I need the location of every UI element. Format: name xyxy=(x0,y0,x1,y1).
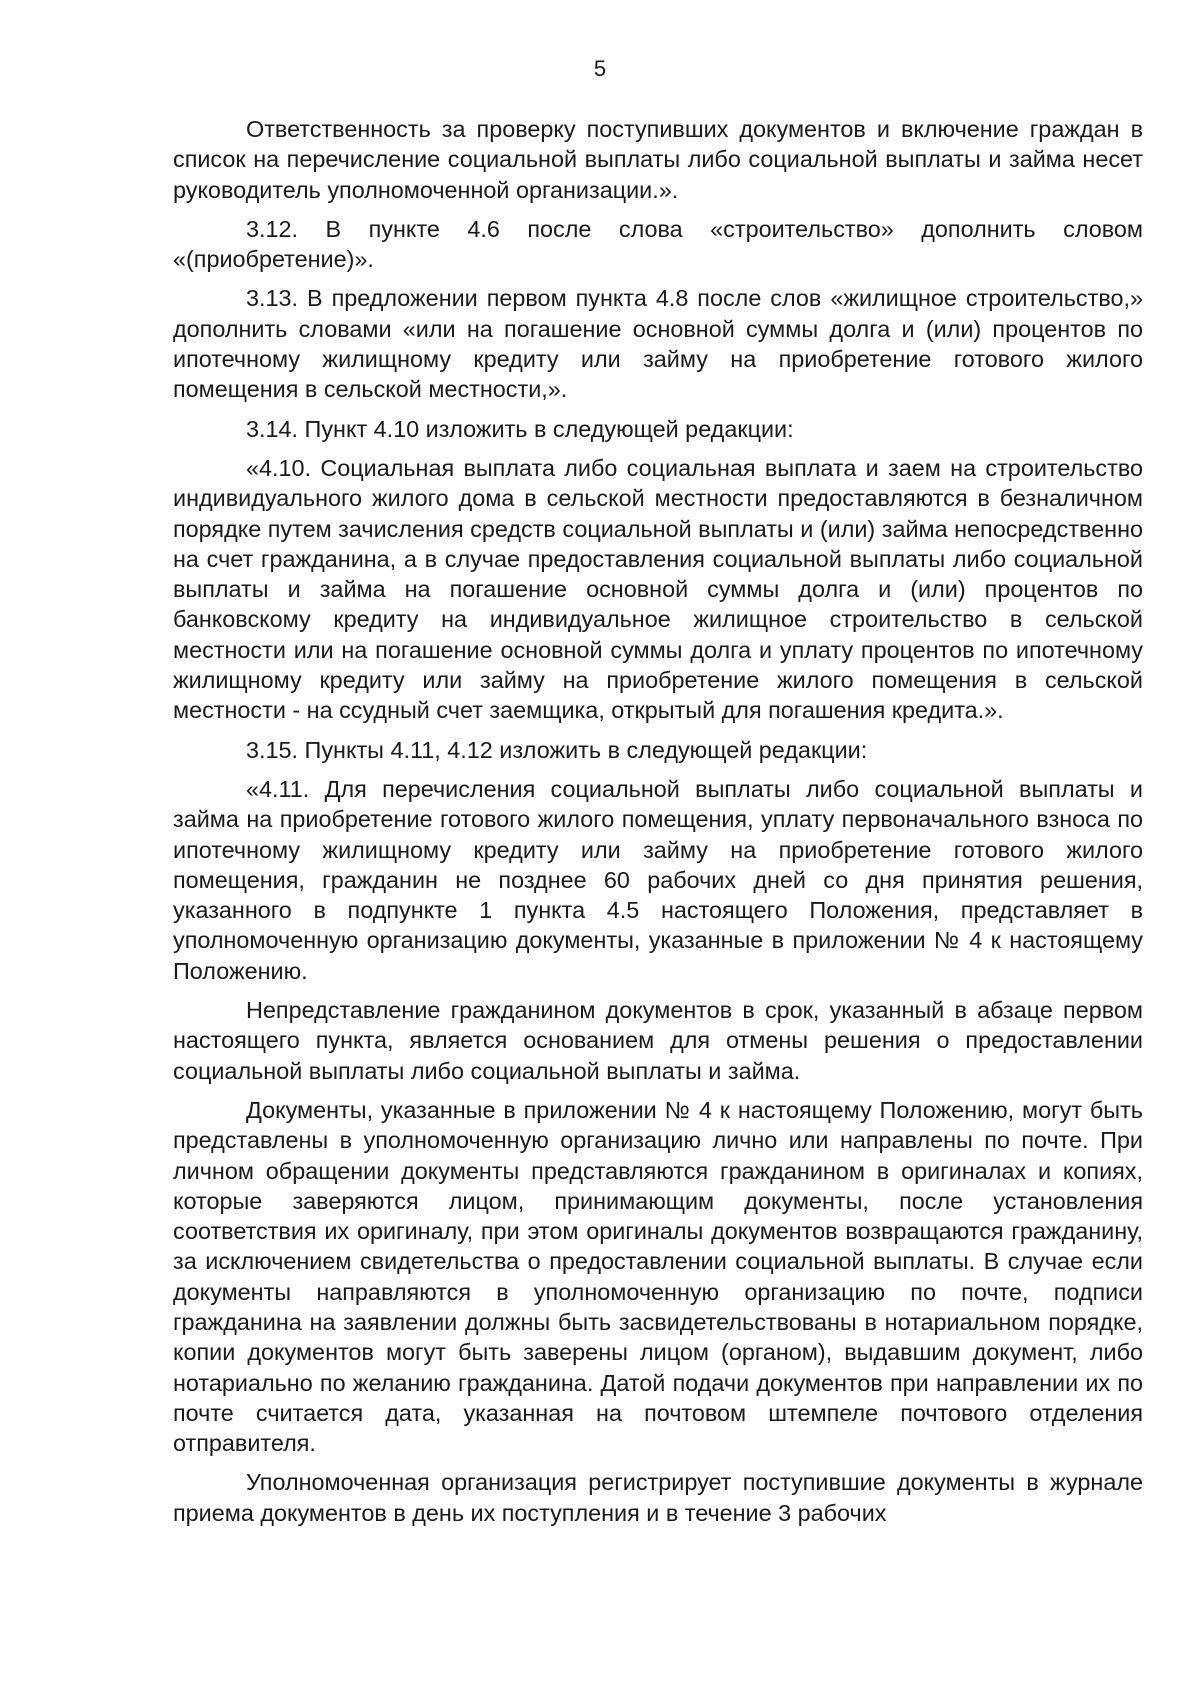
paragraph-4-11: «4.11. Для перечисления социальной выплаты либо социальной выплаты и займа на приобретение готового жилого помещения, уплату первоначального взноса по ипотечному жилищному кредиту или займу на приобретение готового жилого помещения, гражданин не позднее 60 рабочих дней со дня принятия решения, указанного в подпункте 1 пункта 4.5 настоящего Положения, представляет в уполномоченную организацию документы, указанные в приложении № 4 к настоящему Положению. xyxy=(173,775,1143,984)
document-body xyxy=(173,114,1143,1537)
paragraph-3-13: 3.13. В предложении первом пункта 4.8 после слов «жилищное строительство,» дополнить словами «или на погашение основной суммы долга и (или) процентов по ипотечному жилищному кредиту или займу на приобретение готового жилого помещения в сельской местности,». xyxy=(173,285,1143,403)
paragraph-registration: Уполномоченная организация регистрирует поступившие документы в журнале приема документов в день их поступления и в течение 3 рабочих xyxy=(173,1469,1143,1526)
paragraph-documents-submission: Документы, указанные в приложении № 4 к настоящему Положению, могут быть представлены в уполномоченную организацию лично или направлены по почте. При личном обращении документы представляются гражданином в оригиналах и копиях, которые заверяются лицом, принимающим документы, после установления соответствия их оригиналу, при этом оригиналы документов возвращаются гражданину, за исключением свидетельства о предоставлении социальной выплаты. В случае если документы направляются в уполномоченную организацию по почте, подписи гражданина на заявлении должны быть засвидетельствованы в нотариальном порядке, копии документов могут быть заверены лицом (органом), выдавшим документ, либо нотариально по желанию гражданина. Датой подачи документов при направлении их по почте считается дата, указанная на почтовом штемпеле почтового отделения отправителя. xyxy=(173,1096,1143,1457)
paragraph-3-12: 3.12. В пункте 4.6 после слова «строительство» дополнить словом «(приобретение)». xyxy=(173,215,1143,273)
paragraph-3-14: 3.14. Пункт 4.10 изложить в следующей редакции: xyxy=(246,415,794,442)
paragraph-4-10: «4.10. Социальная выплата либо социальная выплата и заем на строительство индивидуального жилого дома в сельской местности предоставляются в безналичном порядке путем зачисления средств социальной выплаты и (или) займа непосредственно на счет гражданина, а в случае предоставления социальной выплаты либо социальной выплаты и займа на погашение основной суммы долга и (или) процентов по банковскому кредиту на индивидуальное жилищное строительство в сельской местности или на погашение основной суммы долга и уплату процентов по ипотечному жилищному кредиту или займу на приобретение жилого помещения в сельской местности - на ссудный счет заемщика, открытый для погашения кредита.». xyxy=(173,454,1143,724)
paragraph-3-15: 3.15. Пункты 4.11, 4.12 изложить в следующей редакции: xyxy=(246,736,868,763)
paragraph-responsibility: Ответственность за проверку поступивших документов и включение граждан в список на перечисление социальной выплаты либо социальной выплаты и займа несет руководитель уполномоченной организации.». xyxy=(173,116,1143,203)
paragraph-non-submission: Непредставление гражданином документов в срок, указанный в абзаце первом настоящего пункта, является основанием для отмены решения о предоставлении социальной выплаты либо социальной выплаты и займа. xyxy=(173,997,1143,1084)
page-number: 5 xyxy=(593,56,607,81)
